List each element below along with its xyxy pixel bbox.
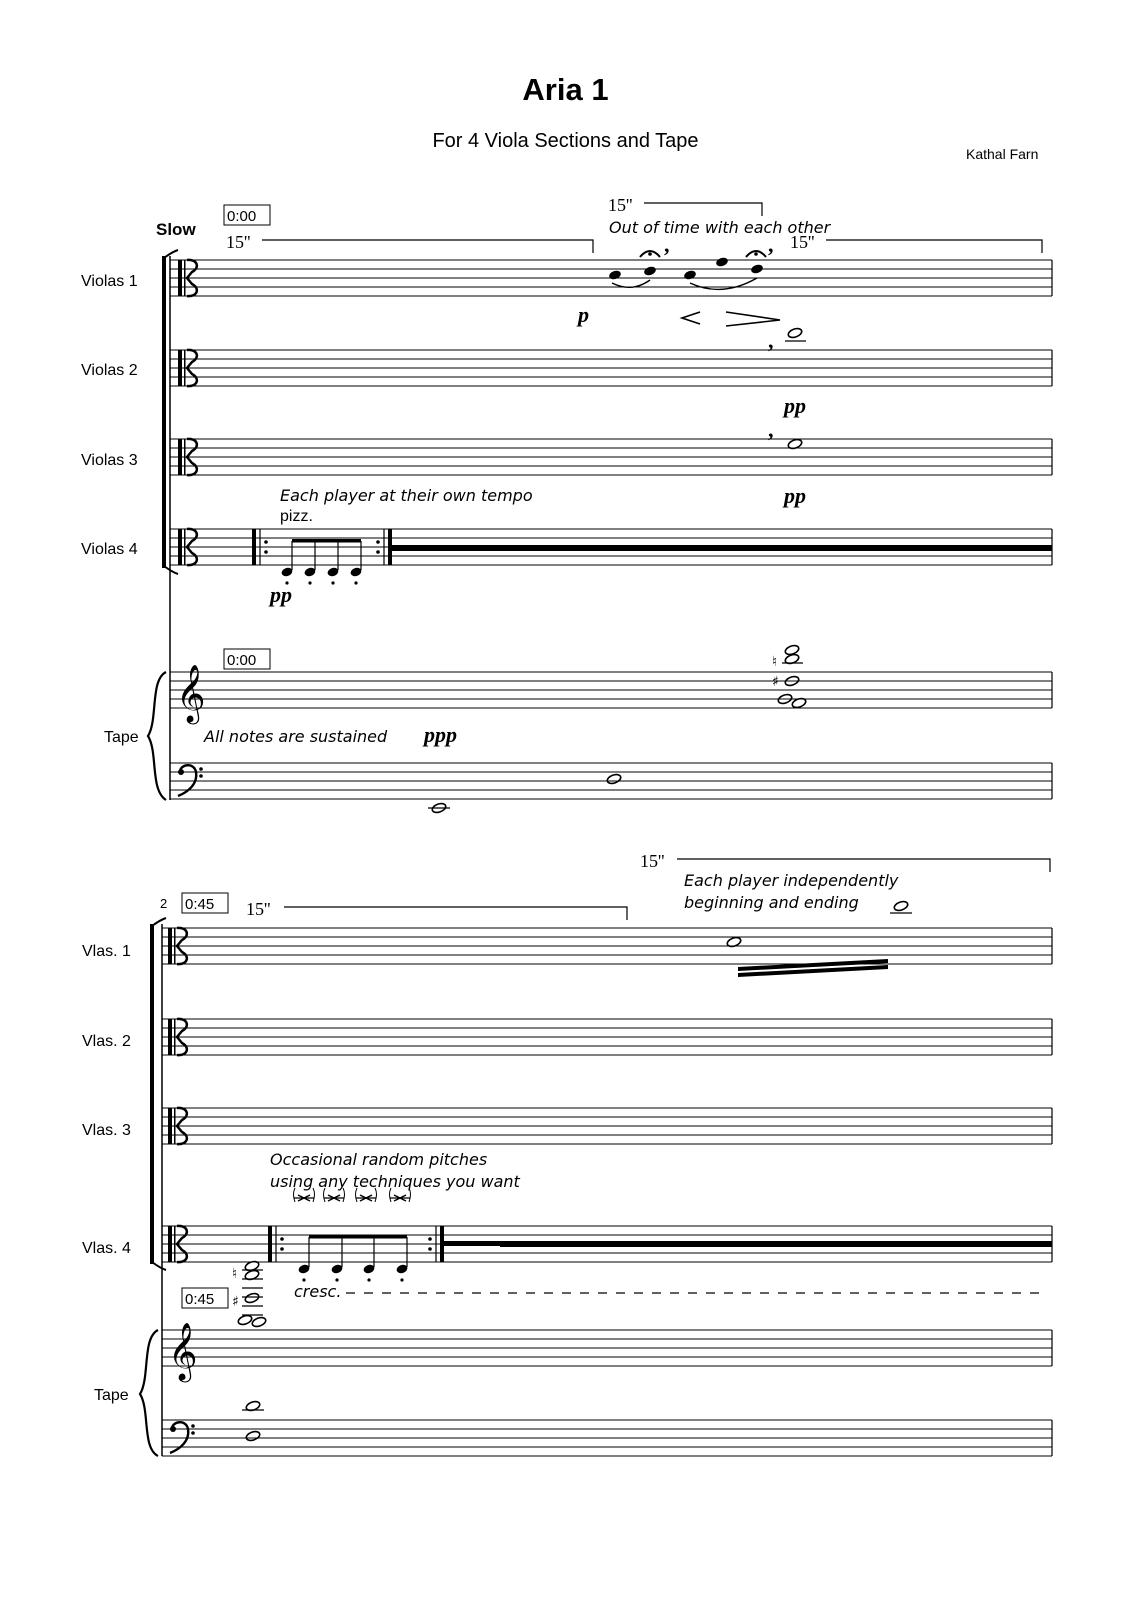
cresc-marking: cresc. <box>294 1282 342 1301</box>
pizz-marking: pizz. <box>280 508 313 525</box>
continuation-line <box>392 545 1052 551</box>
instrument-label: Violas 2 <box>81 362 138 379</box>
crescendo-hairpin <box>682 312 700 324</box>
instruction-text: Each player independently <box>684 871 899 890</box>
svg-text:♯: ♯ <box>232 1294 239 1310</box>
duration-bracket <box>644 203 762 216</box>
breath-mark-icon: , <box>768 232 774 257</box>
staff-tape-bass <box>170 763 1052 799</box>
treble-clef-icon: 𝄞 <box>168 1322 198 1380</box>
staff-violas-2 <box>170 350 1052 386</box>
system-2 <box>82 851 1052 1456</box>
instruction-text: Out of time with each other <box>609 218 831 237</box>
duration-label: 15'' <box>790 232 815 252</box>
instrument-label: Violas 1 <box>81 273 138 290</box>
instruction-text: Each player at their own tempo <box>280 486 533 505</box>
staff-tape-treble <box>162 1330 1052 1366</box>
score-subtitle: For 4 Viola Sections and Tape <box>432 130 699 152</box>
instrument-label: Tape <box>104 729 139 746</box>
staff-vlas-3 <box>162 1108 1052 1144</box>
dynamic-marking: ppp <box>424 722 457 747</box>
duration-label: 15'' <box>640 851 665 871</box>
system-bracket <box>150 924 154 1264</box>
instrument-label: Vlas. 3 <box>82 1122 131 1139</box>
tempo-marking: Slow <box>156 220 196 239</box>
vla1-phrase <box>608 232 774 289</box>
duration-bracket <box>826 240 1042 253</box>
bracket-hook <box>152 918 166 926</box>
tape-bass-low-note <box>428 802 450 814</box>
score-title: Aria 1 <box>522 72 609 107</box>
duration-label: 15'' <box>608 195 633 215</box>
instrument-label: Vlas. 1 <box>82 943 131 960</box>
time-marker: 0:45 <box>185 1291 215 1308</box>
staff-vlas-1 <box>162 928 1052 964</box>
continuation-line <box>500 1241 1052 1247</box>
dynamic-marking: pp <box>784 483 806 508</box>
staff-vlas-2 <box>162 1019 1052 1055</box>
staff-violas-3 <box>170 439 1052 475</box>
breath-mark-icon: , <box>768 417 774 442</box>
breath-mark-icon: , <box>768 328 774 353</box>
duration-label: 15'' <box>246 899 271 919</box>
grand-staff-brace <box>140 1330 158 1456</box>
continuation-line <box>444 1241 500 1246</box>
staff-tape-treble <box>170 672 1052 708</box>
instrument-label: Tape <box>94 1387 129 1404</box>
grand-staff-brace <box>148 672 166 800</box>
time-marker: 0:45 <box>185 896 215 913</box>
svg-text:♯: ♯ <box>772 674 779 690</box>
instruction-text: beginning and ending <box>684 893 859 912</box>
dynamic-marking: p <box>578 302 589 327</box>
bracket-hook <box>164 566 178 574</box>
treble-clef-icon: 𝄞 <box>176 664 206 722</box>
tape-bass-note <box>606 773 622 785</box>
vla3-held-note <box>768 417 803 450</box>
bracket-hook <box>164 250 178 258</box>
instrument-label: Vlas. 2 <box>82 1033 131 1050</box>
instruction-text: Occasional random pitches <box>270 1150 488 1169</box>
vla4-repeat-figure <box>252 529 1052 585</box>
instrument-label: Violas 3 <box>81 452 138 469</box>
duration-label: 15'' <box>226 232 251 252</box>
breath-mark-icon: , <box>664 232 670 257</box>
composer-name: Kathal Farn <box>966 146 1039 162</box>
tape-bass-chord <box>242 1400 264 1442</box>
time-marker: 0:00 <box>227 208 257 225</box>
instruction-text: using any techniques you want <box>270 1172 520 1191</box>
duration-bracket <box>284 907 627 920</box>
svg-text:♮: ♮ <box>772 654 778 670</box>
tape-chord <box>232 1260 267 1328</box>
system-1 <box>81 195 1052 814</box>
system-bracket <box>162 256 166 568</box>
dynamic-marking: pp <box>784 393 806 418</box>
diminuendo-hairpin <box>726 312 780 326</box>
vla2-held-note <box>768 327 806 353</box>
staff-tape-bass <box>162 1420 1052 1456</box>
dynamic-marking: pp <box>270 582 292 607</box>
bracket-hook <box>152 1262 166 1270</box>
instruction-text: All notes are sustained <box>204 727 388 746</box>
duration-bracket <box>262 240 593 253</box>
instrument-label: Vlas. 4 <box>82 1240 131 1257</box>
svg-text:♮: ♮ <box>232 1266 238 1282</box>
bar-number: 2 <box>160 896 168 911</box>
instrument-label: Violas 4 <box>81 541 138 558</box>
time-marker: 0:00 <box>227 652 257 669</box>
